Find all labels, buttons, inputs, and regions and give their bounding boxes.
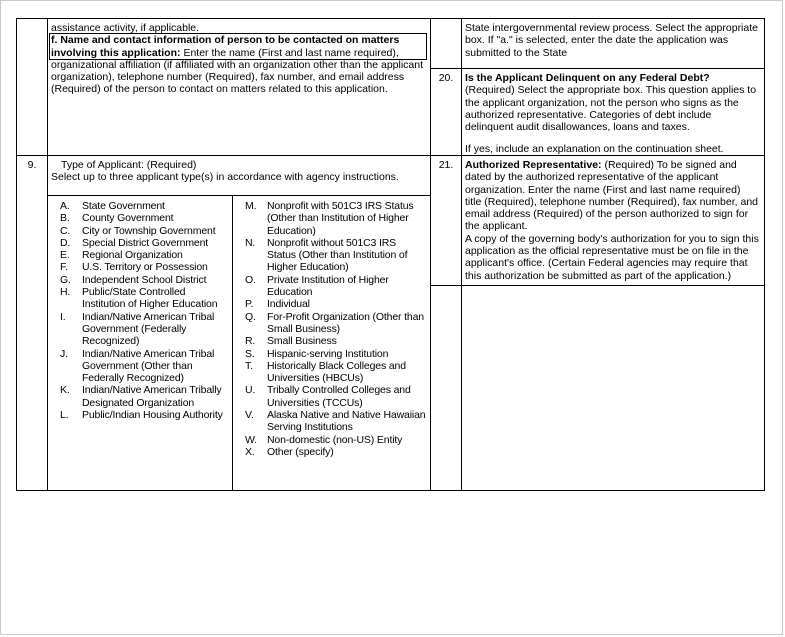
applicant-type-item xyxy=(60,274,229,286)
applicant-type-label: Hispanic-serving Institution xyxy=(267,347,389,360)
applicant-type-item xyxy=(245,348,427,360)
item-21-title: Authorized Representative: xyxy=(465,159,602,171)
applicant-type-label: Special District Government xyxy=(82,236,209,249)
applicant-types-table xyxy=(48,195,430,490)
item-21-cell xyxy=(462,156,764,285)
item-21-body: (Required) To be signed and dated by the authorized representative of the applicant organization. Enter the name (First and last name required) title (Required), telephone number (Required), fax number, and email address (Required) of the person authorized to sign for the applicant. xyxy=(465,159,758,233)
item-20-number: 20. xyxy=(431,69,462,155)
applicant-type-label: Indian/Native American Tribal Government (Other than Federally Recognized) xyxy=(82,347,215,385)
applicant-types-column-a-l xyxy=(48,196,233,490)
item-20-body: (Required) Select the appropriate box. This question applies to the applicant organization, not the person who signs as the authorized representative. Categories of debt include delinquent audit disallowances, loans and taxes. xyxy=(465,84,757,134)
applicant-type-label: State Government xyxy=(82,200,165,212)
applicant-type-item xyxy=(245,446,427,458)
state-review-cell xyxy=(462,19,764,68)
applicant-type-label: Historically Black Colleges and Universities (HBCUs) xyxy=(267,359,406,385)
applicant-type-item xyxy=(60,225,229,237)
applicant-type-item xyxy=(60,384,229,409)
applicant-type-label: City or Township Government xyxy=(82,224,216,237)
row-item-20 xyxy=(431,69,764,156)
applicant-type-label: Regional Organization xyxy=(82,249,183,262)
applicant-type-letter: D. xyxy=(60,236,71,249)
applicant-type-letter: Q. xyxy=(245,310,256,323)
applicant-type-label: Public/Indian Housing Authority xyxy=(82,409,223,422)
row-empty-bottom xyxy=(431,286,764,490)
applicant-type-label: Alaska Native and Native Hawaiian Serving Institutions xyxy=(267,409,426,434)
applicant-type-letter: C. xyxy=(60,224,71,237)
item-9-subtitle: Select up to three applicant type(s) in accordance with agency instructions. xyxy=(51,171,399,184)
applicant-type-letter: B. xyxy=(60,212,70,225)
item-21-paragraph-2: A copy of the governing body's authorization for you to sign this application as the official representative must be on file in the applicant's office. (Certain Federal agencies may require that this authorization be submitted as part of the application.) xyxy=(465,232,759,282)
row-item-21 xyxy=(431,156,764,286)
empty-content-cell xyxy=(462,286,764,490)
item-20-paragraph xyxy=(465,72,759,133)
state-review-text: State intergovernmental review process. Select the appropriate box. If "a." is selected, enter the date the application was submitted to the State xyxy=(465,22,758,59)
item-9-heading xyxy=(48,156,430,195)
applicant-type-label: Other (specify) xyxy=(267,445,334,458)
item-20-title: Is the Applicant Delinquent on any Federal Debt? xyxy=(465,72,710,84)
applicant-type-item xyxy=(245,237,427,274)
applicant-type-label: Private Institution of Higher Education xyxy=(267,273,389,299)
applicant-type-label: Individual xyxy=(267,298,310,311)
applicant-type-label: Public/State Controlled Institution of Higher Education xyxy=(82,286,218,311)
applicant-type-item xyxy=(245,434,427,446)
empty-number-cell xyxy=(431,286,462,490)
applicant-type-letter: I. xyxy=(60,310,66,323)
table-left-half xyxy=(17,19,431,490)
applicant-type-label: Small Business xyxy=(267,335,337,348)
applicant-type-label: Independent School District xyxy=(82,273,207,286)
item-number-cell-empty-right xyxy=(431,19,462,68)
table-right-half xyxy=(431,19,764,490)
item-9-title: Type of Applicant: (Required) xyxy=(61,159,197,171)
applicant-type-letter: K. xyxy=(60,384,70,397)
applicant-type-letter: G. xyxy=(60,273,71,286)
applicant-type-item xyxy=(60,261,229,273)
continuation-intro-text: assistance activity, if applicable. xyxy=(51,22,200,34)
item-9-cell xyxy=(48,156,430,490)
item-20-cell xyxy=(462,69,764,155)
item-20-note: If yes, include an explanation on the continuation sheet. xyxy=(465,143,724,155)
row-state-review-continuation xyxy=(431,19,764,69)
item-number-cell-empty-left xyxy=(17,19,48,155)
applicant-type-label: Tribally Controlled Colleges and Universities (TCCUs) xyxy=(267,384,411,409)
applicant-type-letter: E. xyxy=(60,249,70,262)
applicant-type-item xyxy=(60,348,229,385)
item-21-paragraph xyxy=(465,159,759,233)
applicant-type-item xyxy=(245,335,427,347)
applicant-type-item xyxy=(245,384,427,409)
applicant-type-letter: S. xyxy=(245,347,255,360)
applicant-type-item xyxy=(60,237,229,249)
applicant-type-item xyxy=(60,311,229,348)
applicant-type-item xyxy=(60,200,229,212)
contact-person-paragraph xyxy=(51,34,425,95)
applicant-type-letter: F. xyxy=(60,261,68,274)
applicant-type-letter: W. xyxy=(245,433,257,446)
row-contact-person xyxy=(17,19,430,156)
applicant-type-letter: U. xyxy=(245,384,256,397)
applicant-type-label: For-Profit Organization (Other than Small Business) xyxy=(267,310,424,335)
applicant-type-item xyxy=(245,298,427,310)
applicant-type-item xyxy=(60,249,229,261)
applicant-type-letter: L. xyxy=(60,409,69,422)
instructions-table xyxy=(16,18,765,491)
applicant-type-letter: N. xyxy=(245,236,256,249)
applicant-type-letter: J. xyxy=(60,347,68,360)
applicant-type-item xyxy=(245,360,427,385)
applicant-type-item xyxy=(60,286,229,311)
applicant-type-letter: H. xyxy=(60,286,71,299)
contact-person-cell xyxy=(48,19,430,155)
applicant-type-letter: M. xyxy=(245,200,257,212)
item-f-heading: f. Name and contact information of person to be contacted on matters involving this application: xyxy=(51,34,400,59)
applicant-type-label: U.S. Territory or Possession xyxy=(82,261,208,274)
applicant-type-label: County Government xyxy=(82,212,174,225)
applicant-type-letter: V. xyxy=(245,409,254,422)
applicant-type-letter: P. xyxy=(245,298,254,311)
applicant-type-item xyxy=(245,311,427,336)
applicant-type-label: Indian/Native American Tribally Designated Organization xyxy=(82,384,222,409)
row-item-9 xyxy=(17,156,430,490)
applicant-type-letter: R. xyxy=(245,335,256,348)
applicant-type-item xyxy=(60,212,229,224)
applicant-types-column-m-x xyxy=(233,196,430,490)
applicant-type-letter: X. xyxy=(245,445,255,458)
applicant-type-letter: A. xyxy=(60,200,70,212)
applicant-type-label: Non-domestic (non-US) Entity xyxy=(267,433,403,446)
applicant-type-item xyxy=(245,409,427,434)
applicant-type-label: Nonprofit without 501C3 IRS Status (Other than Institution of Higher Education) xyxy=(267,236,408,274)
applicant-type-letter: O. xyxy=(245,273,256,286)
applicant-type-label: Indian/Native American Tribal Government (Federally Recognized) xyxy=(82,310,215,348)
applicant-type-item xyxy=(60,409,229,421)
item-21-number: 21. xyxy=(431,156,462,285)
item-f-body: Enter the name (First and last name required), organizational affiliation (if affiliated with an organization other than the applicant organization), telephone number (Required), fax number, and email address (Required) of the person to contact on matters related to this application. xyxy=(51,46,424,96)
applicant-type-letter: T. xyxy=(245,359,253,372)
applicant-type-label: Nonprofit with 501C3 IRS Status (Other than Institution of Higher Education) xyxy=(267,200,414,237)
applicant-type-item xyxy=(245,200,427,237)
applicant-type-item xyxy=(245,274,427,299)
item-9-number: 9. xyxy=(17,156,48,490)
